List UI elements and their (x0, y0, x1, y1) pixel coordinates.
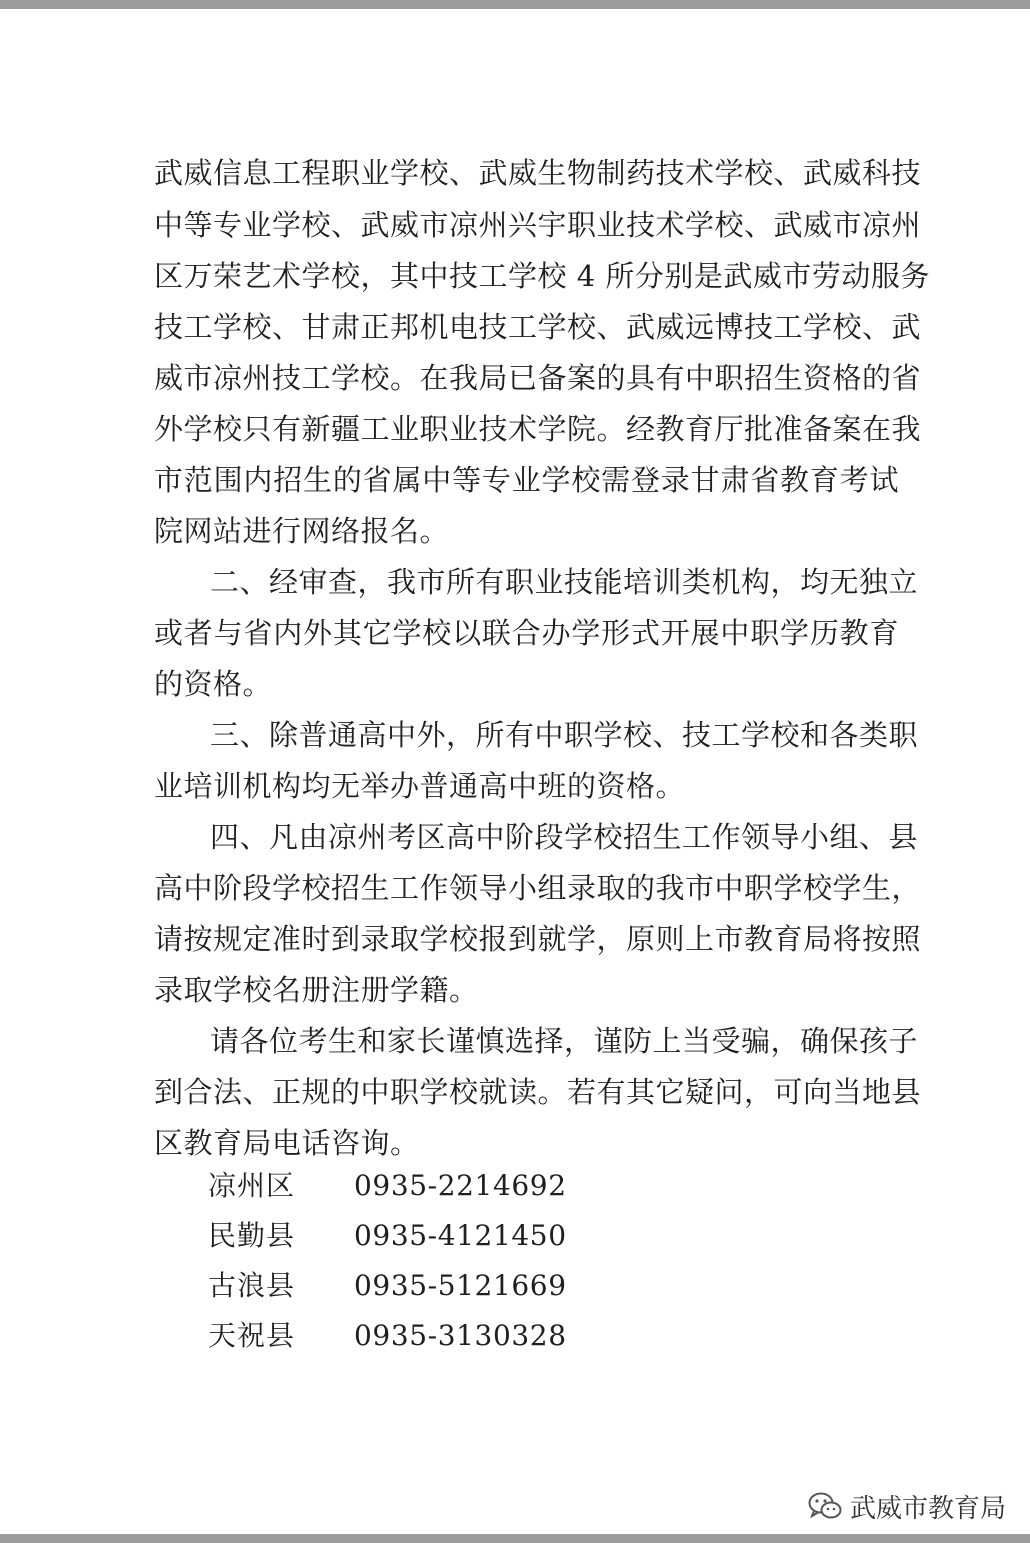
paragraph3-line: 三、除普通高中外，所有中职学校、技工学校和各类职 (210, 718, 919, 752)
contact-row (208, 1216, 567, 1256)
paragraph1-line: 院网站进行网络报名。 (154, 514, 450, 548)
contact-phone: 0935-4121450 (354, 1219, 567, 1252)
paragraph1-line: 武威信息工程职业学校、武威生物制药技术学校、武威科技 (154, 156, 922, 190)
contact-area: 凉州区 (208, 1169, 296, 1202)
paragraph1-line: 外学校只有新疆工业职业技术学院。经教育厅批准备案在我 (154, 412, 922, 446)
paragraph1-line: 技工学校、甘肃正邦机电技工学校、武威远博技工学校、武 (154, 310, 922, 344)
paragraph3-line: 业培训机构均无举办普通高中班的资格。 (154, 769, 686, 803)
wechat-watermark (808, 1486, 1006, 1526)
paragraph4-line: 请按规定准时到录取学校报到就学，原则上市教育局将按照 (154, 922, 922, 956)
contact-area: 天祝县 (208, 1319, 296, 1352)
watermark-text: 武威市教育局 (850, 1493, 1007, 1524)
paragraph1-line: 中等专业学校、武威市凉州兴宇职业技术学校、武威市凉州 (154, 208, 922, 242)
paragraph5-line: 请各位考生和家长谨慎选择，谨防上当受骗，确保孩子 (210, 1024, 919, 1058)
paragraph2-line: 二、经审查，我市所有职业技能培训类机构，均无独立 (210, 565, 919, 599)
paragraph5-line: 区教育局电话咨询。 (154, 1126, 420, 1160)
contact-area: 古浪县 (208, 1269, 296, 1302)
paragraph4-line: 四、凡由凉州考区高中阶段学校招生工作领导小组、县 (210, 820, 919, 854)
contact-phone: 0935-3130328 (354, 1319, 567, 1352)
contact-phone: 0935-5121669 (354, 1269, 567, 1302)
contact-area: 民勤县 (208, 1219, 296, 1252)
contact-phone: 0935-2214692 (354, 1169, 567, 1202)
paragraph4-line: 高中阶段学校招生工作领导小组录取的我市中职学校学生， (154, 871, 922, 905)
contact-row (208, 1316, 567, 1356)
paragraph5-line: 到合法、正规的中职学校就读。若有其它疑问，可向当地县 (154, 1075, 922, 1109)
paragraph2-line: 或者与省内外其它学校以联合办学形式开展中职学历教育 (154, 616, 899, 650)
paragraph1-line: 区万荣艺术学校，其中技工学校 4 所分别是武威市劳动服务 (154, 259, 930, 293)
paragraph4-line: 录取学校名册注册学籍。 (154, 973, 479, 1007)
contact-row (208, 1166, 567, 1206)
bottom-border (0, 1534, 1030, 1543)
paragraph1-line: 威市凉州技工学校。在我局已备案的具有中职招生资格的省 (154, 361, 922, 395)
paragraph2-line: 的资格。 (154, 667, 273, 701)
wechat-icon (808, 1492, 842, 1520)
contact-row (208, 1266, 567, 1306)
paragraph1-line: 市范围内招生的省属中等专业学校需登录甘肃省教育考试 (154, 463, 899, 497)
